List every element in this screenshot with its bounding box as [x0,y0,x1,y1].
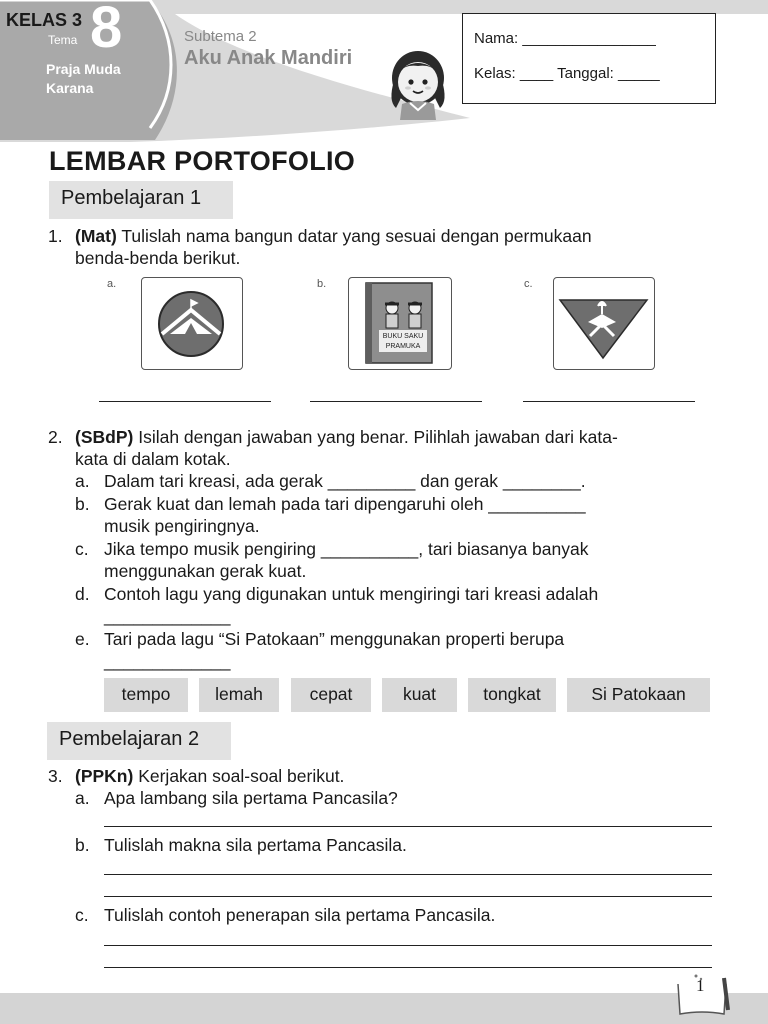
nama-field[interactable]: Nama: ________________ [474,30,656,47]
q1-answer-blank-a[interactable] [99,401,271,402]
tema-name-line2: Karana [46,80,94,96]
tema-name-line1: Praja Muda [46,61,121,77]
word-option-lemah[interactable]: lemah [199,678,279,712]
q2-e-label: e. [75,629,90,649]
q1-answer-blank-c[interactable] [523,401,695,402]
q3-a-answer-line[interactable] [104,826,712,827]
q2-a-label: a. [75,471,90,491]
tema-number: 8 [90,0,123,60]
pramuka-book-icon [349,278,450,368]
q3-b-label: b. [75,835,90,855]
kelas-tanggal-field[interactable]: Kelas: ____ Tanggal: _____ [474,65,660,82]
page-title: LEMBAR PORTOFOLIO [49,146,356,176]
q2-c-text1[interactable]: Jika tempo musik pengiring __________, tari biasanya banyak [104,539,589,559]
q3-c-answer-line-2[interactable] [104,967,712,968]
word-option-tempo[interactable]: tempo [104,678,188,712]
scarf-emblem-icon [554,278,653,368]
book-text-line2: PRAMUKA [385,343,421,350]
footer-bar [0,993,768,1024]
q2-b-text1[interactable]: Gerak kuat dan lemah pada tari dipengaruhi oleh __________ [104,494,586,514]
q2-number: 2. [48,427,63,447]
q1-item-a-label: a. [107,278,117,290]
tema-name [46,60,146,98]
q3-text: Kerjakan soal-soal berikut. [138,766,345,786]
subtema-label: Subtema 2 [184,28,257,45]
q3-b-text: Tulislah makna sila pertama Pancasila. [104,835,407,855]
kelas-label: KELAS 3 [6,10,83,30]
q2-e-blank[interactable]: _____________ [104,651,231,671]
q2-e-text1: Tari pada lagu “Si Patokaan” menggunakan properti berupa [104,629,565,649]
q2-subject: (SBdP) [75,427,134,447]
q3-subject: (PPKn) [75,766,134,786]
section-pembelajaran-1: Pembelajaran 1 [49,181,233,219]
word-option-cepat[interactable]: cepat [291,678,371,712]
q3-number: 3. [48,766,63,786]
q3-b-answer-line-1[interactable] [104,874,712,875]
girl-mascot-icon [386,46,450,120]
q2-d-blank[interactable]: _____________ [104,606,231,626]
word-option-kuat[interactable]: kuat [382,678,457,712]
student-info-box [462,13,716,104]
subtema-name: Aku Anak Mandiri [184,47,353,69]
q3-c-label: c. [75,905,89,925]
word-option-si-patokaan[interactable]: Si Patokaan [567,678,710,712]
book-text-line1: BUKU SAKU [382,333,424,340]
q1-text-line1: Tulislah nama bangun datar yang sesuai dengan permukaan [121,226,592,246]
q2-text-line1: Isilah dengan jawaban yang benar. Pilihlah jawaban dari kata- [138,427,618,447]
q1-image-c [553,277,655,370]
q2-b-text2: musik pengiringnya. [104,516,260,536]
q3-b-answer-line-2[interactable] [104,896,712,897]
q2-c-text2: menggunakan gerak kuat. [104,561,307,581]
q1-answer-blank-b[interactable] [310,401,482,402]
q1-item-c-label: c. [524,278,533,290]
tent-icon [142,278,241,368]
q3-a-label: a. [75,788,90,808]
q3-c-text: Tulislah contoh penerapan sila pertama Pancasila. [104,905,496,925]
word-option-tongkat[interactable]: tongkat [468,678,556,712]
q1-number: 1. [48,226,63,246]
book-cover-text [379,332,427,352]
q2-c-label: c. [75,539,89,559]
q1-line1 [75,225,735,247]
q1-item-b-label: b. [317,278,327,290]
q2-text-line2: kata di dalam kotak. [75,449,231,469]
q3-line1 [75,765,344,787]
q2-d-label: d. [75,584,90,604]
section-pembelajaran-2: Pembelajaran 2 [47,722,231,760]
q3-a-text: Apa lambang sila pertama Pancasila? [104,788,398,808]
q1-text-line2: benda-benda berikut. [75,248,241,268]
q1-image-b [348,277,452,370]
q1-image-a [141,277,243,370]
q3-c-answer-line-1[interactable] [104,945,712,946]
q1-subject: (Mat) [75,226,117,246]
q2-a-text[interactable]: Dalam tari kreasi, ada gerak _________ dan gerak ________. [104,471,586,491]
tema-label: Tema [48,33,78,47]
page-number: 1 [696,976,705,995]
q2-b-label: b. [75,494,90,514]
q2-line1 [75,426,765,448]
q2-d-text1: Contoh lagu yang digunakan untuk mengiringi tari kreasi adalah [104,584,599,604]
